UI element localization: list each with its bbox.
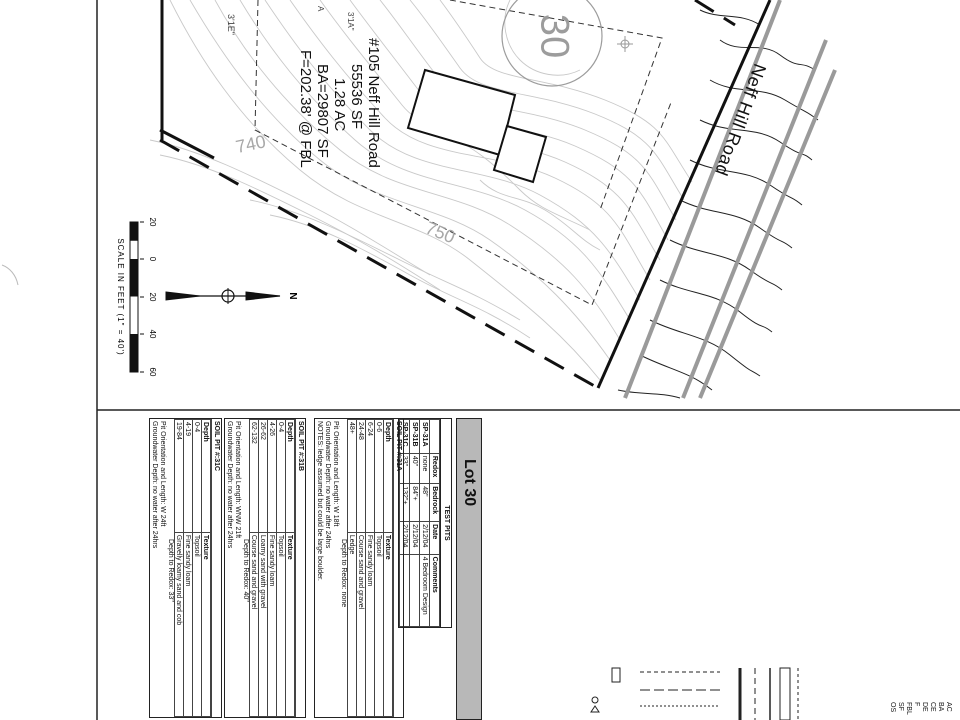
road-edges: [625, 0, 835, 398]
table-cell: Depth: [286, 420, 295, 533]
table-row: [357, 420, 366, 717]
table-cell: Course sand and gravel: [250, 532, 259, 716]
table-cell: Loamy sand with gravel: [259, 532, 268, 716]
table-cell: Texture: [202, 532, 211, 716]
table-cell: 26-62: [259, 420, 268, 533]
north-arrow-icon: [166, 288, 280, 304]
test-pits-header-row: [430, 420, 440, 627]
title-block: [456, 418, 482, 720]
table-row: [410, 420, 420, 627]
table-row: [366, 420, 375, 717]
legend-abbreviations: [888, 702, 952, 715]
table-cell: 4 Bedroom Design: [420, 554, 430, 626]
table-cell: Ledge: [348, 532, 357, 716]
lot-frontage: F=202.38' @ FBL: [297, 50, 314, 168]
legend-abbr: F: [913, 702, 920, 707]
soil-pit-redox: Depth to Redox: none: [340, 539, 347, 608]
scale-tick-5: 60: [148, 367, 157, 377]
contour-lines: [150, 0, 692, 380]
table-row: [375, 420, 384, 717]
soil-pit-note: NOTES: ledge assumed but could be large boulder.: [316, 421, 323, 581]
soil-pit-title: SOIL PIT #:31C: [211, 419, 221, 717]
table-cell: Topsoil: [193, 532, 202, 716]
table-cell: 2/12/04: [420, 522, 430, 555]
property-line-road: [598, 0, 770, 388]
lot-tag-text: 30: [532, 13, 577, 59]
table-cell: 84"+: [410, 484, 420, 522]
test-pits-heading: TEST PITS: [440, 419, 451, 627]
table-cell: SP-31B: [410, 420, 420, 454]
lot-info-block: [297, 38, 382, 168]
table-cell: Topsoil: [277, 532, 286, 716]
table-cell: 2/12/04: [400, 522, 410, 555]
table-row: [193, 420, 202, 717]
edge-fragment-3: A: [316, 6, 325, 12]
legend-abbr: CE: [929, 702, 936, 712]
scale-tick-4: 40: [148, 329, 157, 339]
table-row: [286, 420, 295, 717]
table-row: [384, 420, 393, 717]
table-cell: 48+: [348, 420, 357, 533]
table-cell: Topsoil: [375, 532, 384, 716]
scale-tick-1: 20: [148, 217, 157, 227]
table-row: [420, 420, 430, 627]
test-pits-col: Comments: [430, 554, 440, 626]
road-name-label: Neff Hill Road: [710, 61, 770, 179]
table-cell: Fine sandy loam: [366, 532, 375, 716]
table-cell: 24-48: [357, 420, 366, 533]
soil-pit-31a: [314, 418, 404, 718]
legend-abbr: SF: [897, 702, 904, 711]
scale-tick-2: 0: [148, 256, 157, 262]
table-cell: 62-132: [250, 420, 259, 533]
soil-pit-note: Pit Orientation and Length: W 18ft: [332, 421, 339, 527]
table-row: [348, 420, 357, 717]
table-cell: 40": [410, 453, 420, 483]
lot-buildable-area: BA=29807 SF: [314, 64, 331, 158]
house-footprint: [408, 70, 546, 182]
table-cell: Depth: [202, 420, 211, 533]
soil-pit-title: SOIL PIT #:31B: [295, 419, 305, 717]
legend-abbr: FBL: [905, 702, 912, 715]
table-cell: 6-24: [366, 420, 375, 533]
table-cell: none: [420, 453, 430, 483]
table-cell: Fine sandy loam: [268, 532, 277, 716]
table-row: [268, 420, 277, 717]
soil-pit-note: Pit Orientation and Length: WNW 21ft: [234, 421, 241, 539]
test-pits-col: [430, 420, 440, 454]
scan-mark: [2, 265, 18, 285]
table-cell: 33": [400, 453, 410, 483]
legend-abbr: BA: [937, 702, 944, 712]
edge-fragment-1: 3'1A": [346, 12, 355, 31]
soil-pit-31c: [149, 418, 222, 718]
test-pits-col: Redox: [430, 453, 440, 483]
table-cell: 48": [420, 484, 430, 522]
table-row: [202, 420, 211, 717]
soil-pit-redox: Depth to Redox: 40": [242, 539, 249, 602]
table-cell: Texture: [384, 532, 393, 716]
legend-symbols: [591, 668, 798, 720]
table-row: [175, 420, 184, 717]
table-cell: 4-19: [184, 420, 193, 533]
lot-area-sf: 55536 SF: [348, 64, 365, 130]
scale-caption: SCALE IN FEET (1" = 40'): [116, 238, 125, 356]
test-pits-col: Date: [430, 522, 440, 555]
table-cell: [410, 554, 420, 626]
lot-area-ac: 1.28 AC: [331, 78, 348, 132]
soil-pit-table: [249, 419, 295, 717]
soil-pit-title: SOIL PIT #:31A: [393, 419, 403, 717]
scale-tick-3: 20: [148, 292, 157, 302]
soil-pit-note: Groundwater Depth: no water after 24hrs: [226, 421, 233, 549]
soil-pit-note: Groundwater Depth: no water after 24hrs: [151, 421, 158, 549]
table-cell: Texture: [286, 532, 295, 716]
legend-abbr: AC: [945, 702, 952, 712]
table-cell: 19-84: [175, 420, 184, 533]
table-cell: Gravelly loamy sand and cob: [175, 532, 184, 716]
soil-pit-note: Pit Orientation and Length: W 24ft: [159, 421, 166, 527]
test-pits-table: [399, 419, 440, 627]
lot-address: #105 Neff Hill Road: [365, 38, 382, 168]
test-pits-col: Bedrock: [430, 484, 440, 522]
table-cell: 132"+: [400, 484, 410, 522]
table-row: [277, 420, 286, 717]
table-cell: 2/12/04: [410, 522, 420, 555]
lot-title: Lot 30: [461, 459, 478, 507]
soil-pit-table: [347, 419, 393, 717]
tables-rotated-wrapper: [94, 418, 482, 720]
table-cell: Depth: [384, 420, 393, 533]
north-label: N: [287, 292, 298, 300]
legend-abbr: OS: [889, 702, 896, 713]
table-cell: Course sand and gravel: [357, 532, 366, 716]
soil-pit-note: Groundwater Depth: no water after 24hrs: [324, 421, 331, 549]
soil-pit-table: [174, 419, 211, 717]
table-row: [250, 420, 259, 717]
survey-point-icon: [617, 36, 633, 52]
table-cell: 0-4: [193, 420, 202, 533]
table-cell: 4-26: [268, 420, 277, 533]
table-cell: SP-31C: [400, 420, 410, 454]
contour-label-750: 750: [422, 217, 458, 248]
table-cell: Fine sandy loam: [184, 532, 193, 716]
contour-label-740: 740: [233, 131, 268, 158]
legend-abbr: DE: [921, 702, 928, 712]
table-cell: 0-4: [277, 420, 286, 533]
table-cell: SP-31A: [420, 420, 430, 454]
table-row: [259, 420, 268, 717]
scale-bar: [116, 218, 157, 377]
soil-pit-redox: Depth to Redox: 33": [167, 539, 174, 602]
lot-boundary-top: [160, 0, 214, 158]
edge-fragment-2: 3'1E": [226, 14, 236, 35]
lot-boundary: [160, 0, 735, 388]
table-cell: 0-6: [375, 420, 384, 533]
table-row: [184, 420, 193, 717]
test-pits-block: [398, 418, 452, 628]
soil-pit-31b: [224, 418, 306, 718]
